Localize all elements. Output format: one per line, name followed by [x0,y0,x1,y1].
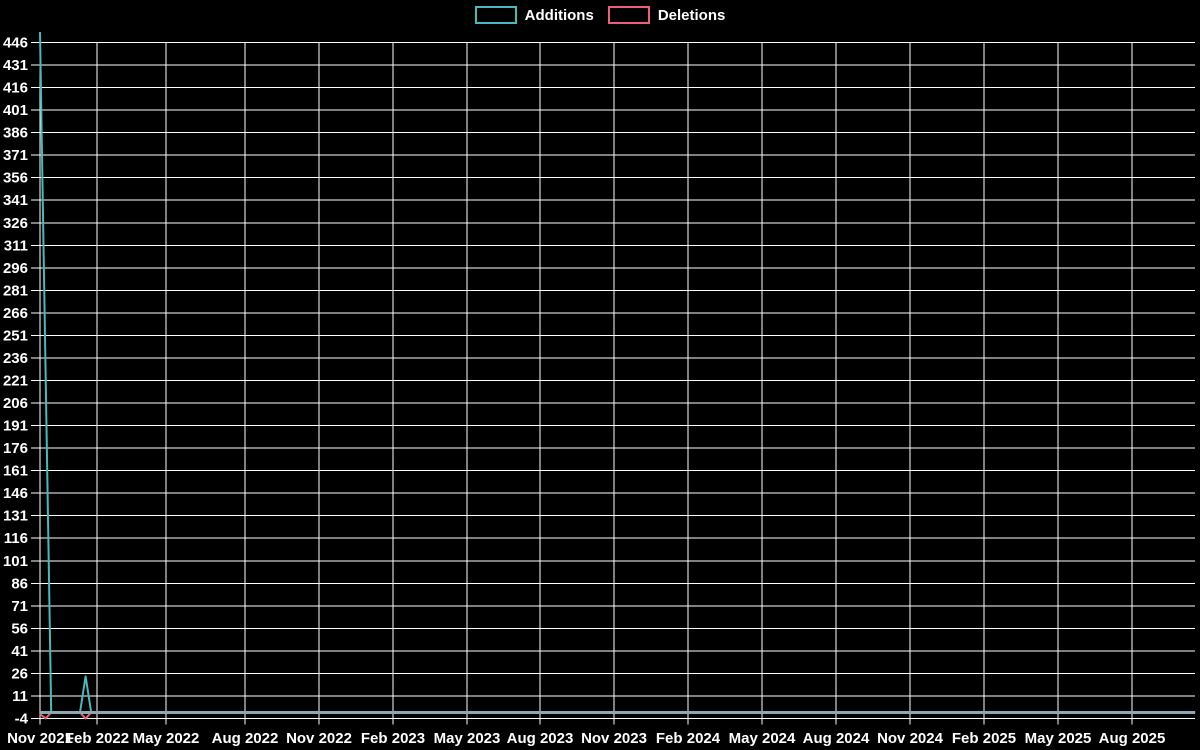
y-axis-tick-label: 371 [2,147,28,165]
y-axis-tick-label: 131 [2,507,28,525]
y-axis-tick-label: 281 [2,282,28,300]
additions-swatch-icon [475,6,517,24]
deletions-swatch-icon [608,6,650,24]
y-axis-tick-label: 446 [2,34,28,52]
y-axis-tick-label: 386 [2,124,28,142]
y-axis-tick-label: 206 [2,395,28,413]
legend-item-deletions[interactable] [608,6,726,24]
x-axis-tick-label: Nov 2021 [7,730,73,747]
x-axis-tick-label: Feb 2024 [655,730,721,747]
x-axis-tick-label: Feb 2022 [64,730,130,747]
x-axis-tick-label: May 2025 [1024,730,1092,747]
y-axis-tick-label: 251 [2,327,28,345]
x-axis-tick-label: Aug 2022 [211,730,279,747]
y-axis-tick-label: 221 [2,372,28,390]
x-axis-tick-label: Nov 2022 [286,730,352,747]
legend-item-additions[interactable] [475,6,594,24]
x-axis-tick-label: Feb 2023 [360,730,426,747]
y-axis-tick-label: 11 [12,687,28,705]
y-axis-tick-label: 56 [11,620,28,638]
x-axis-tick-label: Feb 2025 [951,730,1017,747]
x-axis-tick-label: Aug 2025 [1098,730,1166,747]
legend-label-additions: Additions [524,6,594,24]
y-axis-tick-label: 401 [2,102,28,120]
y-axis-tick-label: 116 [3,530,28,548]
y-axis-tick-label: 326 [2,214,28,232]
y-axis-tick-label: 161 [2,462,28,480]
y-axis-tick-label: 431 [2,57,28,75]
y-axis-tick-label: 101 [2,552,28,570]
y-axis-tick-label: 191 [2,417,28,435]
x-axis-tick-label: Aug 2023 [506,730,574,747]
y-axis-tick-label: 356 [2,169,28,187]
x-axis-tick-label: May 2023 [433,730,501,747]
y-axis-tick-label: 71 [11,597,28,615]
x-axis-tick-label: Nov 2024 [877,730,943,747]
y-axis-tick-label: 86 [11,575,28,593]
y-axis-tick-label: 416 [2,79,28,97]
y-axis-tick-label: 296 [2,259,28,277]
y-axis-tick-label: 176 [2,440,28,458]
y-axis-tick-label: 341 [2,192,28,210]
y-axis-tick-label: 311 [3,237,28,255]
chart-legend [0,6,1200,24]
x-axis-tick-label: May 2022 [132,730,200,747]
x-axis-tick-label: Aug 2024 [802,730,870,747]
x-axis-tick-label: May 2024 [728,730,796,747]
y-axis-tick-label: -4 [14,710,28,728]
additions-line [40,32,1195,713]
y-axis-tick-label: 236 [2,349,28,367]
y-axis-tick-label: 146 [2,485,28,503]
x-axis-tick-label: Nov 2023 [581,730,647,747]
legend-label-deletions: Deletions [657,6,726,24]
y-axis-tick-label: 26 [11,665,28,683]
y-axis-tick-label: 266 [2,304,28,322]
y-axis-tick-label: 41 [11,642,28,660]
